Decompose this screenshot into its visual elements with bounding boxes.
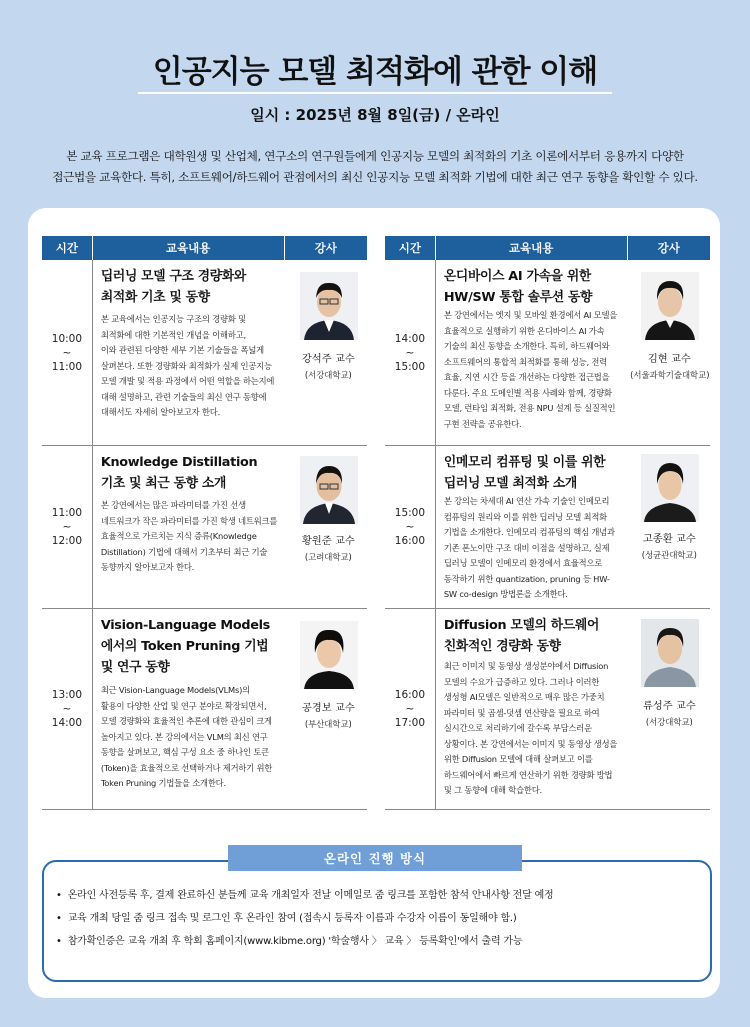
session-description (101, 312, 287, 421)
session-time (42, 446, 93, 608)
session-time (385, 260, 436, 445)
desc-line: 파라미터 및 곱셈-덧셈 연산량을 필요로 하여 (443, 707, 600, 718)
header-lecturer: 강사 (314, 241, 337, 255)
schedule-table-left (42, 236, 367, 810)
intro-line: 본 교육 프로그램은 대학원생 및 산업체, 연구소의 연구원들에게 인공지능 모델의 최적화의 기초 이론에서부터 응용까지 다양한 (66, 149, 684, 163)
session-row (385, 446, 710, 609)
session-body (436, 446, 710, 608)
desc-line: 최적화에 대한 기본적인 개념을 이해하고, (100, 329, 246, 340)
desc-line: 효율적으로 실행하기 위한 온디바이스 AI 가속 (443, 325, 605, 336)
lecturer-affiliation: (고려대학교) (304, 552, 352, 562)
desc-line: 최근 Vision-Language Models(VLMs)의 (100, 685, 250, 695)
lecturer-name: 공경보 교수 (301, 702, 355, 714)
lecturer-photo (300, 621, 358, 689)
session-row (42, 260, 367, 446)
time-start: 11:00 (51, 507, 83, 519)
desc-line: 생성형 AI모델은 일반적으로 매우 많은 가중치 (443, 692, 605, 702)
session-title (101, 452, 291, 494)
list-item: • 참가확인증은 교육 개최 후 학회 홈페이지(www.kibme.org) '학술행사 〉 교육 〉 등록확인'에서 출력 가능 (56, 930, 696, 953)
session-title (444, 266, 634, 308)
time-start: 14:00 (394, 332, 426, 345)
title-line: 기초 및 최근 동향 소개 (100, 476, 227, 491)
online-section-title: 온라인 진행 방식 (228, 845, 522, 871)
title-line: Diffusion 모델의 하드웨어 (443, 618, 600, 633)
title-line: 최적화 기초 및 동향 (100, 290, 210, 305)
desc-line: 높아지고 있다. 본 강의에서는 VLM의 최신 연구 (100, 731, 268, 742)
session-description (444, 659, 630, 799)
time-sep: ~ (62, 703, 72, 715)
desc-line: 실시간으로 처리하기에 갈수록 부담스러운 (443, 723, 592, 733)
time-sep: ~ (405, 703, 415, 715)
session-time (42, 609, 93, 809)
title-divider (138, 92, 612, 94)
desc-line: 구현 전략을 공유한다. (443, 418, 522, 429)
desc-line: 본 강연에서는 많은 파라미터를 가진 선생 (100, 500, 246, 510)
session-description (101, 683, 287, 792)
time-end: 14:00 (51, 717, 83, 729)
title-line: 에서의 Token Pruning 기법 (100, 639, 269, 654)
session-body (93, 609, 367, 809)
lecturer-photo (300, 456, 358, 524)
lecturer-name: 류성주 교수 (642, 700, 696, 712)
schedule-table-right (385, 236, 710, 810)
event-date: 일시 : 2025년 8월 8일(금) / 온라인 (250, 106, 500, 124)
desc-line: 컴퓨팅의 원리와 이를 위한 딥러닝 모델 최적화 (443, 511, 607, 522)
lecturer-photo (641, 454, 699, 522)
lecturer-affiliation: (서강대학교) (304, 370, 352, 380)
intro-text (40, 146, 710, 188)
session-title (444, 452, 634, 494)
lecturer-affiliation: (성균관대학교) (641, 550, 697, 560)
title-line: 친화적인 경량화 동향 (443, 639, 561, 654)
intro-line: 접근법을 교육한다. 특히, 소프트웨어/하드웨어 관점에서의 최신 인공지능 모델 최적화 기법에 대한 최근 연구 동향을 확인할 수 있다. (52, 170, 698, 184)
session-time (42, 260, 93, 445)
desc-line: 살펴본다. 또한 경량화와 최적화가 실제 인공지능 (100, 360, 272, 371)
time-start: 16:00 (394, 689, 426, 701)
title-line: 딥러닝 모델 구조 경량화와 (100, 269, 246, 284)
time-end: 16:00 (394, 535, 426, 547)
lecturer-affiliation: (서울과학기술대학교) (630, 370, 710, 380)
desc-line: (Token)을 효율적으로 선택하거나 제거하기 위한 (100, 762, 273, 773)
lecturer-name: 황원준 교수 (301, 535, 355, 547)
lecturer-affiliation: (부산대학교) (304, 719, 352, 729)
time-sep: ~ (405, 521, 415, 533)
desc-line: 하드웨어에서 빠르게 연산하기 위한 경량화 방법 (443, 769, 613, 780)
session-body (93, 260, 367, 445)
title-line: 딥러닝 모델 최적화 소개 (443, 476, 577, 491)
session-row (42, 609, 367, 810)
time-end: 15:00 (394, 360, 426, 373)
session-title (101, 615, 291, 678)
session-description (444, 494, 630, 603)
desc-line: 네트워크가 작은 파라미터를 가진 학생 네트워크를 (100, 515, 278, 526)
table-header (385, 236, 710, 260)
lecturer-name: 강석주 교수 (301, 353, 355, 365)
time-start: 15:00 (394, 507, 426, 519)
desc-line: 모델 개발 및 적용 과정에서 어떤 역할을 하는지에 (100, 376, 275, 386)
session-time (385, 446, 436, 608)
desc-line: 기법을 소개한다. 인메모리 컴퓨팅의 핵심 개념과 (443, 527, 615, 537)
desc-line: 위한 Diffusion 모델에 대해 살펴보고 이를 (443, 754, 593, 764)
desc-line: 동향까지 알아보고자 한다. (100, 562, 195, 572)
lecturer-name: 고종환 교수 (642, 533, 696, 545)
session-body (436, 260, 710, 445)
title-line: Knowledge Distillation (100, 455, 258, 470)
time-sep: ~ (62, 346, 72, 359)
desc-line: 최근 이미지 및 동영상 생성분야에서 Diffusion (443, 661, 609, 671)
desc-line: 기술의 최신 동향을 소개한다. 특히, 하드웨어와 (443, 341, 610, 351)
header-content: 교육내용 (93, 236, 285, 260)
desc-line: SW co-design 방법론을 소개한다. (443, 589, 568, 599)
lecturer-name: 김현 교수 (647, 353, 691, 365)
title-line: 및 연구 동향 (100, 660, 170, 675)
time-end: 12:00 (51, 535, 83, 547)
desc-line: 동향을 살펴보고, 핵심 구성 요소 중 하나인 토큰 (100, 747, 269, 757)
desc-line: 동작하기 위한 quantization, pruning 등 HW- (443, 573, 610, 584)
lecturer-photo (641, 619, 699, 687)
session-description (444, 308, 630, 432)
session-title (444, 615, 634, 657)
online-info-list (56, 884, 696, 953)
time-end: 11:00 (51, 360, 83, 373)
desc-line: 본 교육에서는 인공지능 구조의 경량화 및 (100, 314, 246, 324)
session-body (93, 446, 367, 608)
session-row (42, 446, 367, 609)
desc-line: 모델 경량화와 효율적인 추론에 대한 관심이 크게 (100, 716, 272, 726)
list-item: • 온라인 사전등록 후, 결제 완료하신 분들께 교육 개최일자 전날 이메일로 줌 링크를 포함한 참석 안내사항 전달 예정 (56, 884, 696, 907)
desc-line: 모델, 런타임 최적화, 전용 NPU 설계 등 실질적인 (443, 403, 616, 413)
desc-line: 효율, 지연 시간 등을 개선하는 다양한 접근법을 (443, 372, 610, 382)
desc-line: 딥러닝 모델이 인메모리 환경에서 효율적으로 (443, 558, 603, 568)
desc-line: Distillation) 기법에 대해서 기초부터 최근 기술 (100, 546, 268, 557)
lecturer-affiliation: (서강대학교) (645, 717, 693, 727)
desc-line: 기존 폰노이만 구조 대비 이점을 설명하고, 실제 (443, 542, 610, 553)
lecturer-photo (641, 272, 699, 340)
time-start: 10:00 (51, 332, 83, 345)
table-header (42, 236, 367, 260)
header-time: 시간 (385, 236, 436, 260)
session-row (385, 609, 710, 810)
desc-line: 상황이다. 본 강연에서는 이미지 및 동영상 생성을 (443, 738, 618, 749)
desc-line: 대해서도 자세히 알아보고자 한다. (100, 407, 221, 417)
desc-line: 및 그 동향에 대해 학습한다. (443, 785, 542, 795)
desc-line: 본 강연에서는 엣지 및 모바일 환경에서 AI 모델을 (443, 310, 618, 320)
desc-line: 모델의 수요가 급증하고 있다. 그러나 이러한 (443, 676, 600, 687)
time-start: 13:00 (51, 689, 83, 701)
desc-line: 효율적으로 가르치는 지식 증류(Knowledge (100, 531, 257, 541)
desc-line: 본 강의는 차세대 AI 연산 가속 기술인 인메모리 (443, 496, 610, 506)
time-sep: ~ (62, 521, 72, 533)
page-title: 인공지능 모델 최적화에 관한 이해 (152, 54, 598, 90)
desc-line: 활용이 다양한 산업 및 연구 분야로 확장되면서, (100, 700, 267, 711)
title-line: Vision-Language Models (100, 618, 270, 633)
lecturer-photo (300, 272, 358, 340)
desc-line: 이와 관련된 다양한 세부 기본 기술들을 폭넓게 (100, 345, 264, 355)
session-time (385, 609, 436, 809)
list-item: • 교육 개최 당일 줌 링크 접속 및 로그인 후 온라인 참여 (접속시 등록자 이름과 수강자 이름이 동일해야 함.) (56, 907, 696, 930)
time-sep: ~ (405, 346, 415, 359)
desc-line: 소프트웨어의 통합적 최적화를 통해 성능, 전력 (443, 356, 607, 367)
session-title (101, 266, 291, 308)
title-line: 온디바이스 AI 가속을 위한 (443, 269, 591, 284)
title-line: HW/SW 통합 솔루션 동향 (443, 290, 593, 305)
desc-line: 다룬다. 주요 도메인별 적용 사례와 함께, 경량화 (443, 387, 612, 398)
header-time: 시간 (42, 236, 93, 260)
session-body (436, 609, 710, 809)
desc-line: 대해 설명하고, 관련 기술들의 최신 연구 동향에 (100, 391, 267, 402)
desc-line: Token Pruning 기법들을 소개한다. (100, 778, 226, 788)
header-lecturer: 강사 (657, 241, 680, 255)
session-row (385, 260, 710, 446)
session-description (101, 498, 287, 576)
time-end: 17:00 (394, 717, 426, 729)
header-content: 교육내용 (436, 236, 628, 260)
title-line: 인메모리 컴퓨팅 및 이를 위한 (443, 455, 606, 470)
